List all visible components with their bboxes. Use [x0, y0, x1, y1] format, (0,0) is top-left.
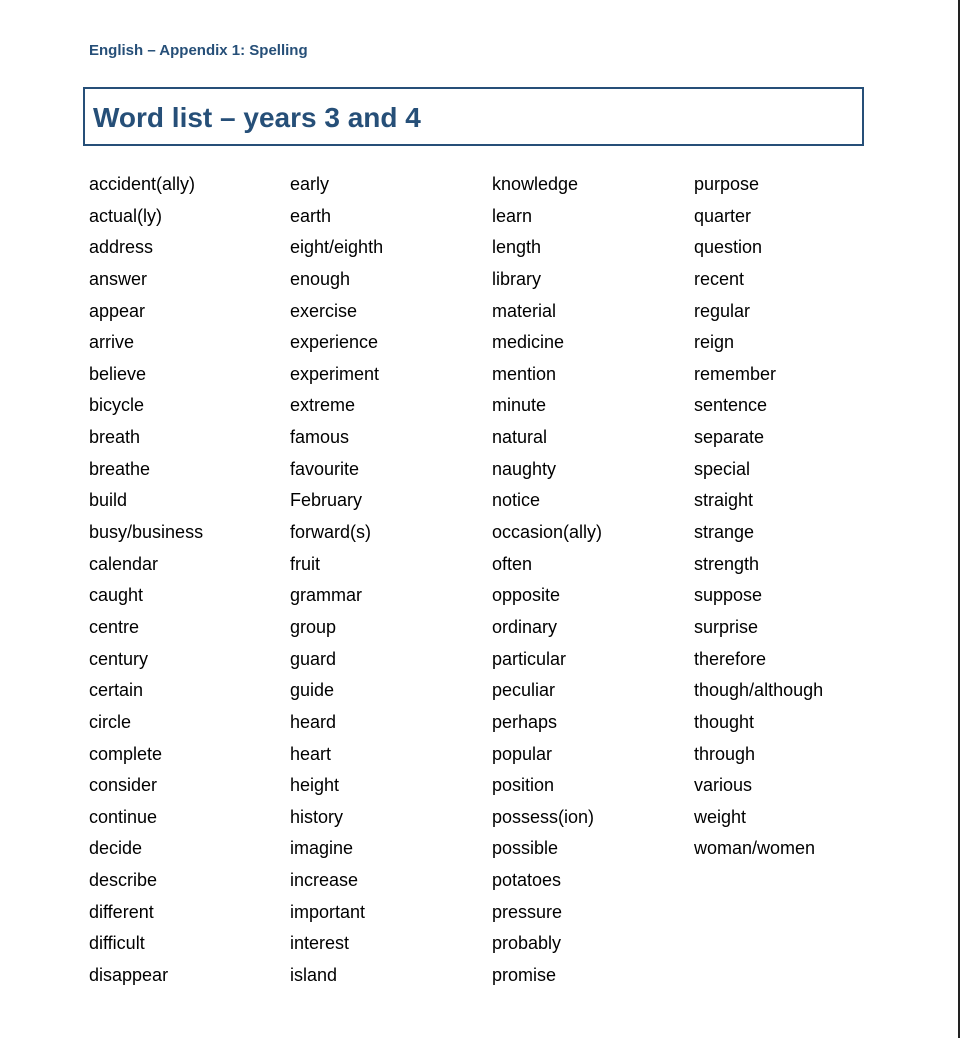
word-list-item: pressure — [492, 901, 563, 922]
word-list-item: learn — [492, 205, 533, 226]
word-list-item: material — [492, 300, 557, 321]
word-list-item: woman/women — [694, 838, 816, 859]
word-list-item: complete — [89, 743, 163, 764]
word-list-item: peculiar — [492, 680, 556, 701]
word-list-item: weight — [694, 806, 747, 827]
word-list-item: bicycle — [89, 395, 145, 416]
word-list-item: therefore — [694, 648, 767, 669]
word-list-item: history — [290, 806, 344, 827]
word-list-item: medicine — [492, 332, 565, 353]
word-list-item: guard — [290, 648, 337, 669]
word-list-item: strange — [694, 522, 755, 543]
word-list-item: caught — [89, 585, 144, 606]
word-list-item: regular — [694, 300, 751, 321]
word-list-item: natural — [492, 427, 548, 448]
word-list-item: imagine — [290, 838, 354, 859]
word-list-item: perhaps — [492, 711, 558, 732]
word-list-item: favourite — [290, 458, 360, 479]
running-header: English – Appendix 1: Spelling — [89, 42, 308, 59]
word-list-item: sentence — [694, 395, 768, 416]
word-list-item: possible — [492, 838, 559, 859]
word-list-item: often — [492, 553, 533, 574]
word-list-item: reign — [694, 332, 735, 353]
word-list-item: mention — [492, 363, 557, 384]
word-list-item: important — [290, 901, 366, 922]
word-list-item: different — [89, 901, 154, 922]
word-list-item: island — [290, 965, 338, 986]
word-list-item: through — [694, 743, 756, 764]
word-list-item: century — [89, 648, 149, 669]
word-list-item: various — [694, 775, 753, 796]
word-list-item: eight/eighth — [290, 237, 384, 258]
word-list-item: grammar — [290, 585, 363, 606]
word-list-item: forward(s) — [290, 522, 372, 543]
word-list-item: enough — [290, 268, 351, 289]
word-list-item: particular — [492, 648, 567, 669]
word-list-item: actual(ly) — [89, 205, 163, 226]
word-list-item: certain — [89, 680, 144, 701]
word-list-item: earth — [290, 205, 332, 226]
word-list-item: position — [492, 775, 555, 796]
word-list-item: recent — [694, 268, 745, 289]
word-list-item: arrive — [89, 332, 135, 353]
word-list-item: separate — [694, 427, 765, 448]
page-title: Word list – years 3 and 4 — [93, 102, 421, 133]
word-list-item: increase — [290, 870, 359, 891]
word-list-item: probably — [492, 933, 562, 954]
word-list-item: difficult — [89, 933, 145, 954]
word-list-item: suppose — [694, 585, 763, 606]
word-list-item: remember — [694, 363, 777, 384]
word-list-item: popular — [492, 743, 553, 764]
word-list-item: thought — [694, 711, 755, 732]
word-list-item: consider — [89, 775, 158, 796]
word-list-item: group — [290, 616, 337, 637]
word-list-item: straight — [694, 490, 754, 511]
word-list-item: fruit — [290, 553, 321, 574]
word-list-item: quarter — [694, 205, 752, 226]
word-list-item: though/although — [694, 680, 824, 701]
word-list-item: purpose — [694, 174, 760, 194]
word-list-item: length — [492, 237, 542, 258]
word-list-item: continue — [89, 806, 158, 827]
word-list-item: address — [89, 237, 154, 258]
word-column-3 — [492, 174, 692, 997]
title-box — [83, 87, 864, 146]
word-list-item: occasion(ally) — [492, 522, 603, 543]
word-list-item: opposite — [492, 585, 561, 606]
word-list-item: potatoes — [492, 870, 562, 891]
word-list-item: disappear — [89, 965, 169, 986]
word-list-item: famous — [290, 427, 350, 448]
word-list-item: ordinary — [492, 616, 558, 637]
word-list-item: heart — [290, 743, 332, 764]
word-column-1 — [89, 174, 289, 997]
word-list-item: build — [89, 490, 128, 511]
word-list-item: question — [694, 237, 763, 258]
word-list-item: accident(ally) — [89, 174, 196, 194]
word-list-item: minute — [492, 395, 547, 416]
word-column-2 — [290, 174, 490, 997]
word-list-item: knowledge — [492, 174, 579, 194]
word-list-item: breath — [89, 427, 141, 448]
word-list-item: promise — [492, 965, 557, 986]
word-list-item: interest — [290, 933, 350, 954]
word-list-item: strength — [694, 553, 760, 574]
word-list-item: early — [290, 174, 330, 194]
word-list-item: experience — [290, 332, 379, 353]
word-list-item: appear — [89, 300, 146, 321]
word-list-item: believe — [89, 363, 147, 384]
word-list-item: experiment — [290, 363, 380, 384]
word-list-item: possess(ion) — [492, 806, 595, 827]
word-list-item: special — [694, 458, 751, 479]
word-list-item: breathe — [89, 458, 151, 479]
word-column-4 — [694, 174, 894, 870]
word-list-item: calendar — [89, 553, 159, 574]
word-list-item: answer — [89, 268, 148, 289]
word-list-item: busy/business — [89, 522, 204, 543]
word-list-item: exercise — [290, 300, 358, 321]
word-list-item: height — [290, 775, 340, 796]
word-list-item: naughty — [492, 458, 557, 479]
word-list-item: decide — [89, 838, 143, 859]
word-list-item: notice — [492, 490, 541, 511]
word-list-item: centre — [89, 616, 140, 637]
word-list-item: circle — [89, 711, 132, 732]
word-list-item: describe — [89, 870, 158, 891]
word-list-item: February — [290, 490, 363, 511]
word-list-item: extreme — [290, 395, 356, 416]
word-list-item: guide — [290, 680, 335, 701]
word-list-item: surprise — [694, 616, 759, 637]
word-list-item: heard — [290, 711, 337, 732]
word-list-item: library — [492, 268, 542, 289]
